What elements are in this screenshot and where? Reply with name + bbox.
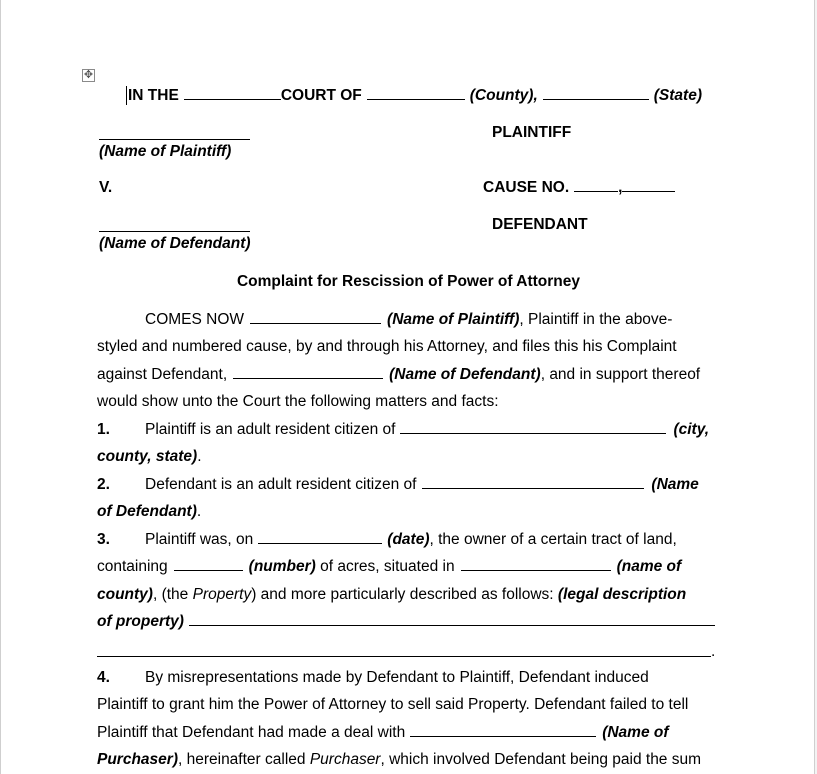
defendant-label: DEFENDANT: [492, 216, 588, 233]
against-defendant-text: against Defendant,: [97, 366, 228, 383]
legal-description-blank-2: [97, 656, 711, 657]
purchaser-term: Purchaser: [309, 751, 381, 768]
versus-label: V.: [99, 179, 113, 196]
p3-line-4: [97, 612, 715, 631]
p2-line-2: [97, 502, 201, 521]
p1-line-1: [145, 420, 709, 439]
the-text: , (the: [152, 586, 189, 603]
in-the-label: IN THE: [128, 87, 179, 104]
hereinafter-text: , hereinafter called: [177, 751, 306, 768]
name-of-defendant-label: (Name of Defendant): [99, 235, 251, 252]
cause-blank-2: [622, 179, 675, 192]
purchaser-blank: [410, 724, 596, 737]
p1-text: Plaintiff is an adult resident citizen of: [145, 421, 396, 438]
intro-line-4: would show unto the Court the following matters and facts:: [97, 393, 499, 410]
document-title: Complaint for Rescission of Power of Attorney: [236, 273, 581, 290]
state-label: (State): [653, 87, 702, 104]
number-placeholder: (number): [248, 558, 316, 575]
p2-placeholder-1: (Name: [651, 476, 699, 493]
p2-end: .: [196, 503, 202, 520]
county-placeholder-end: county): [97, 586, 153, 603]
cause-no-label: CAUSE NO.: [483, 179, 570, 196]
county-name-blank: [461, 558, 611, 571]
table-move-handle-icon[interactable]: ✥: [83, 69, 94, 81]
intro-line-3-end: , and in support thereof: [540, 366, 701, 383]
county-blank: [367, 87, 465, 100]
p1-end: .: [197, 448, 202, 465]
p3-end: .: [711, 643, 716, 660]
cause-separator: ,: [618, 179, 623, 196]
defendant-name-blank: [99, 231, 250, 232]
date-placeholder: (date): [387, 531, 430, 548]
county-name-placeholder: (name of: [616, 558, 682, 575]
text-cursor: [126, 86, 127, 105]
date-blank: [258, 531, 382, 544]
p4-line-2: Plaintiff to grant him the Power of Attorney to sell said Property. Defendant failed to tell: [97, 696, 689, 713]
intro-line-1-end: , Plaintiff in the above-: [519, 311, 673, 328]
defendant-blank: [233, 366, 383, 379]
intro-line-1: [145, 310, 672, 329]
p2-number: 2.: [97, 476, 110, 493]
intro-line-3: [97, 365, 700, 384]
p3-text-c: , the owner of a certain tract of land,: [429, 531, 677, 548]
p2-placeholder-2: of Defendant): [97, 503, 197, 520]
name-of-plaintiff-label: (Name of Plaintiff): [99, 143, 232, 160]
p3-line-2: [97, 557, 681, 576]
plaintiff-placeholder: (Name of Plaintiff): [387, 311, 520, 328]
p3-line-1: [145, 530, 677, 549]
sum-text: , which involved Defendant being paid the sum: [380, 751, 702, 768]
acres-text: of acres, situated in: [320, 558, 455, 575]
defendant-placeholder: (Name of Defendant): [389, 366, 541, 383]
comes-now-text: COMES NOW: [145, 311, 245, 328]
p3-number: 3.: [97, 531, 110, 548]
p1-placeholder-1: (city,: [673, 421, 710, 438]
number-blank: [174, 558, 243, 571]
p1-number: 1.: [97, 421, 110, 438]
purchaser-placeholder: (Name of: [602, 724, 669, 741]
p4-line-4: [97, 750, 701, 769]
p3-line-3: [97, 585, 686, 604]
p1-line-2: [97, 447, 202, 466]
purchaser-placeholder-end: Purchaser): [97, 751, 178, 768]
plaintiff-blank: [250, 311, 381, 324]
legal-description-placeholder: (legal description: [557, 586, 687, 603]
p1-blank: [400, 421, 666, 434]
intro-line-2: styled and numbered cause, by and through his Attorney, and files this his Complaint: [97, 338, 677, 355]
court-blank: [184, 87, 281, 100]
p3-text-a: Plaintiff was, on: [145, 531, 254, 548]
cause-number: [483, 178, 675, 197]
cause-blank-1: [574, 179, 618, 192]
p4-line-1: By misrepresentations made by Defendant to Plaintiff, Defendant induced: [145, 669, 649, 686]
state-blank: [543, 87, 649, 100]
plaintiff-name-blank: [99, 139, 250, 140]
p4-number: 4.: [97, 669, 110, 686]
property-term: Property: [192, 586, 252, 603]
p1-placeholder-2: county, state): [97, 448, 198, 465]
p2-blank: [422, 476, 644, 489]
court-of-label: COURT OF: [280, 87, 362, 104]
p2-text: Defendant is an adult resident citizen of: [145, 476, 417, 493]
deal-text: Plaintiff that Defendant had made a deal with: [97, 724, 406, 741]
p2-line-1: [145, 475, 699, 494]
legal-description-blank-1: [189, 613, 715, 626]
of-property-placeholder: of property): [97, 613, 184, 630]
described-text: ) and more particularly described as follows:: [251, 586, 554, 603]
plaintiff-label: PLAINTIFF: [492, 124, 572, 141]
county-label: (County),: [469, 87, 538, 104]
court-header: [128, 86, 702, 105]
containing-text: containing: [97, 558, 168, 575]
p4-line-3: [97, 723, 669, 742]
